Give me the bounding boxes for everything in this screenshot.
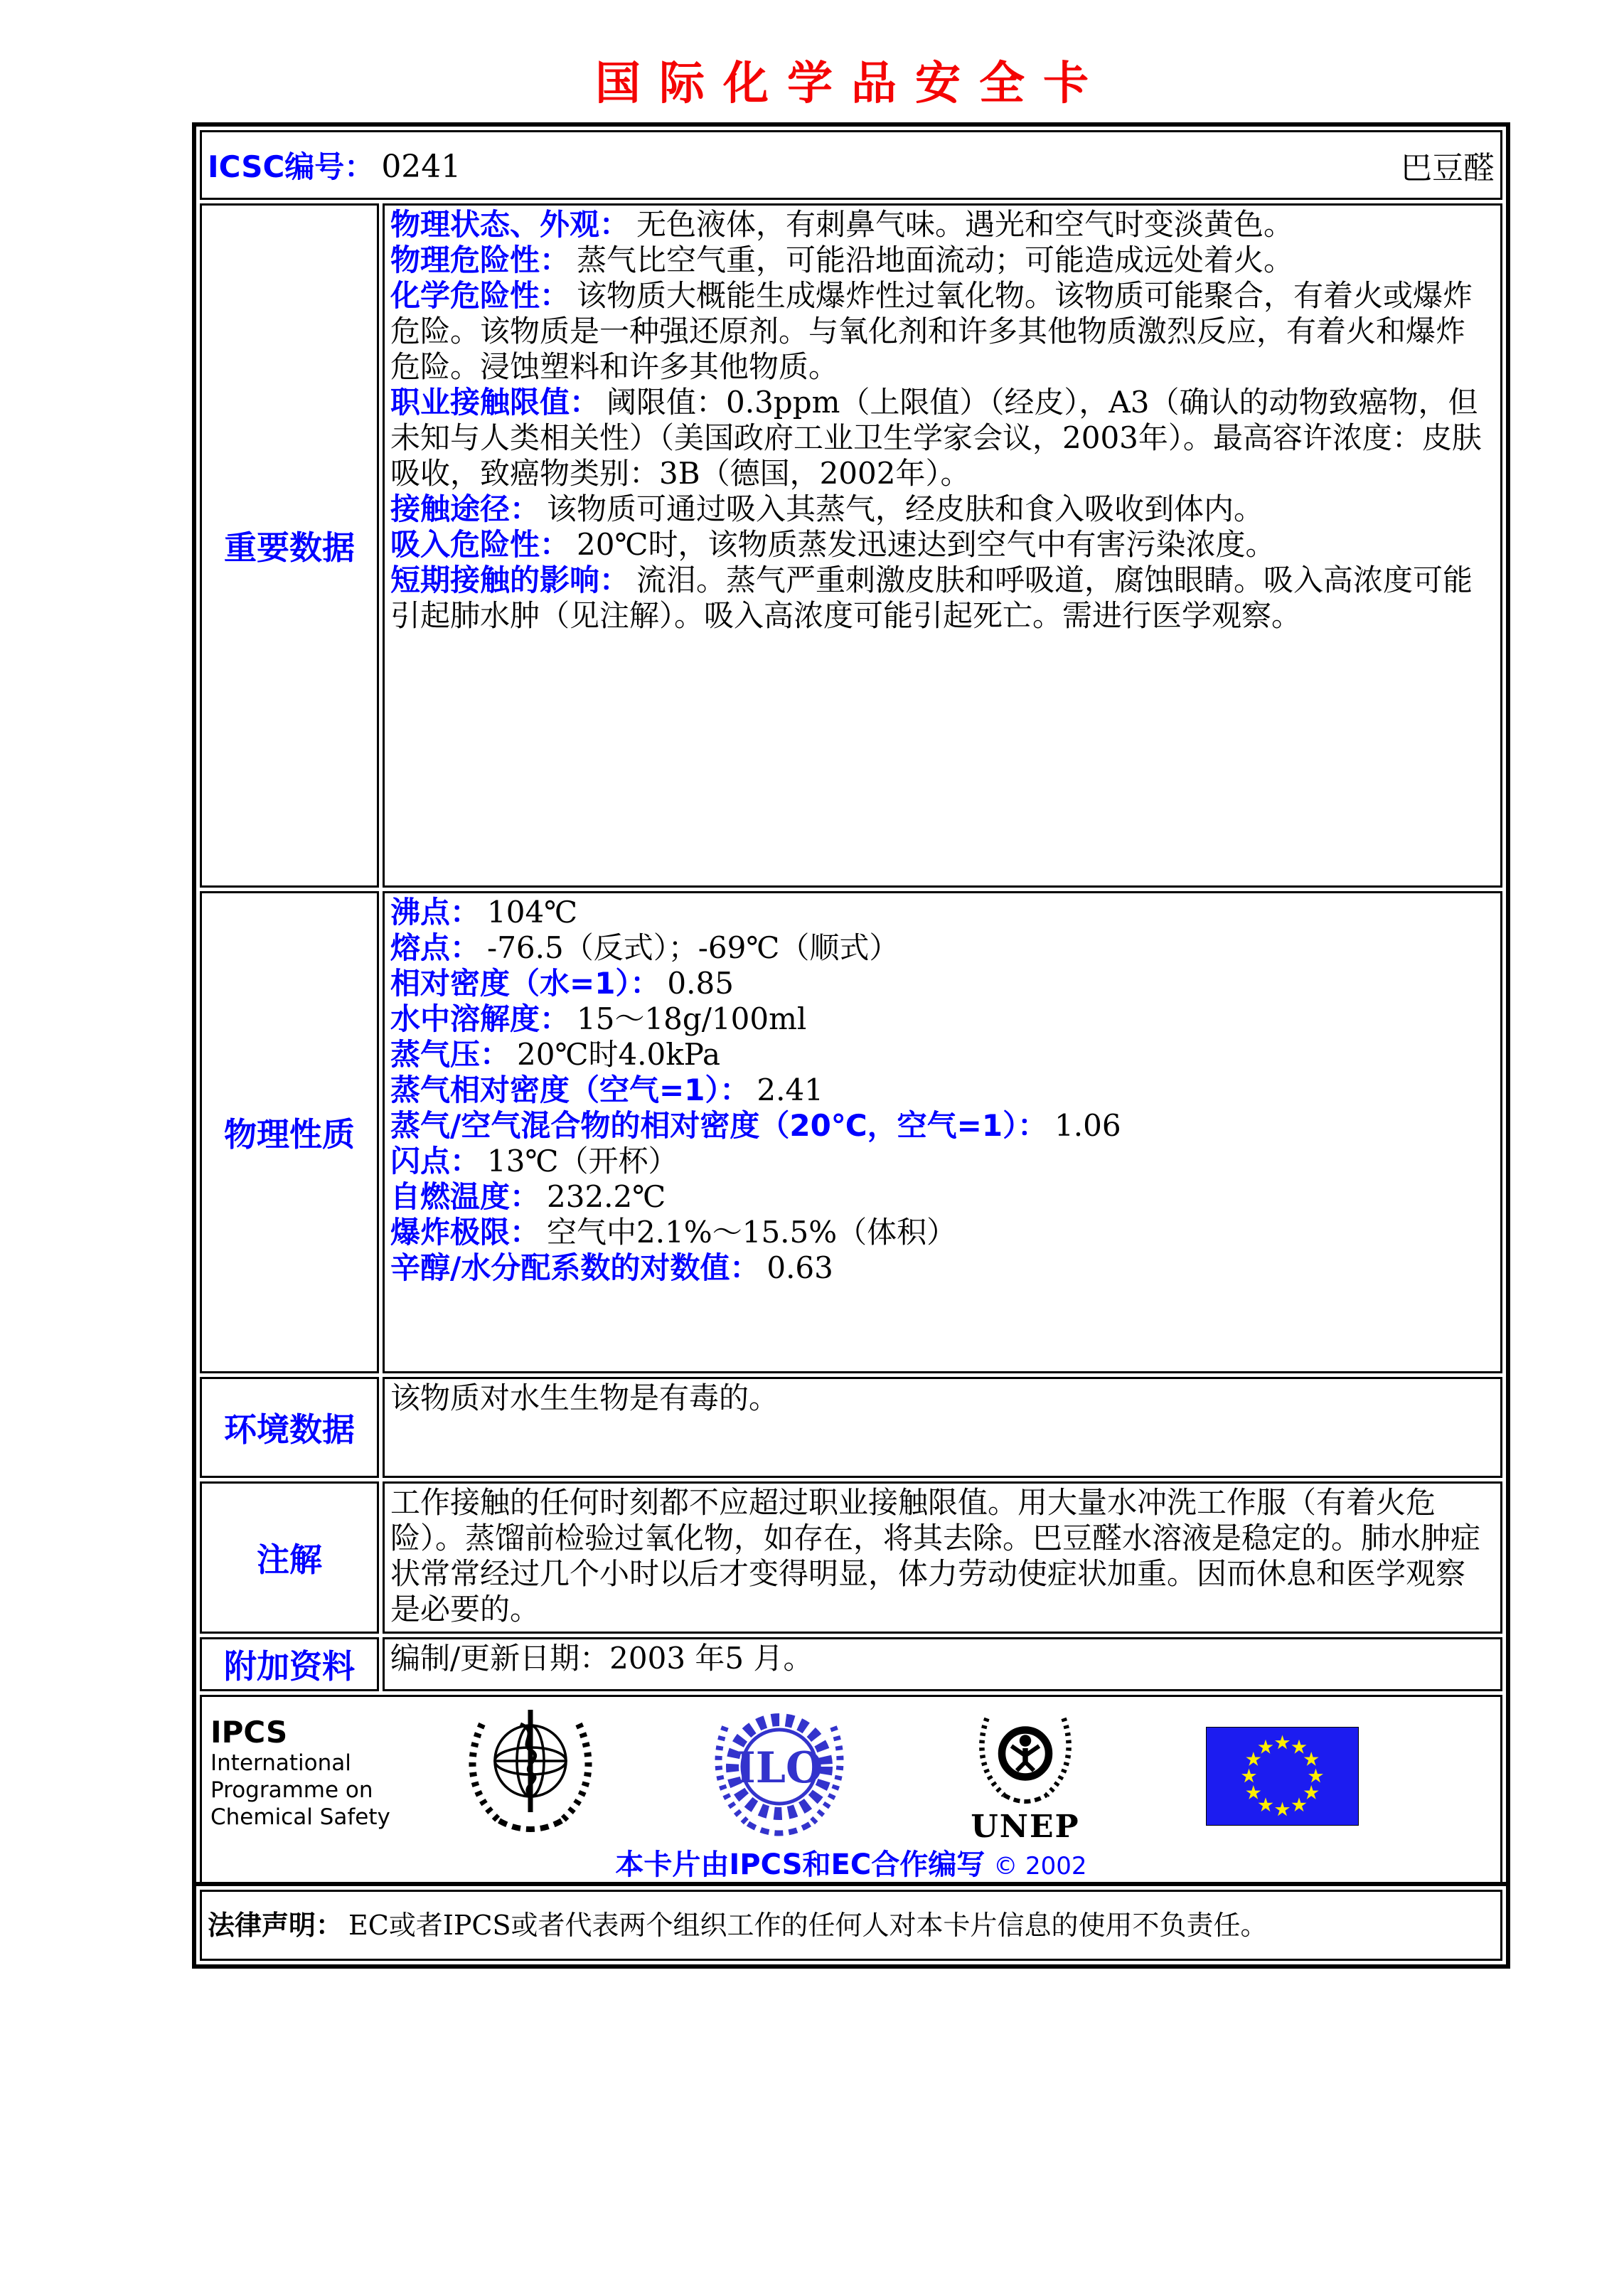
- item-text: 该物质可通过吸入其蒸气，经皮肤和食入吸收到体内。: [547, 491, 1264, 526]
- item-text: 0.85: [667, 966, 734, 1001]
- copyright-text: © 2002: [993, 1852, 1087, 1880]
- logos-cell: [200, 1695, 1502, 1888]
- credit-line: [202, 1842, 1500, 1883]
- notes-row-label: 注解: [200, 1481, 379, 1634]
- item-label: 职业接触限值：: [390, 385, 600, 420]
- unep-logo-block: [954, 1705, 1096, 1843]
- item-text: 232.2℃: [547, 1179, 666, 1214]
- icsc-number-group: [208, 144, 461, 186]
- ilo-logo-icon: [708, 1704, 850, 1846]
- environmental-data-row-label: 环境数据: [200, 1377, 379, 1478]
- physical-property-item: [390, 1250, 1495, 1286]
- header-cell: [200, 130, 1502, 200]
- who-logo-icon: [459, 1704, 602, 1846]
- physical-property-item: [390, 895, 1495, 930]
- item-text: 2.41: [757, 1073, 823, 1107]
- important-data-item: [390, 278, 1495, 385]
- important-data-item: [390, 385, 1495, 491]
- environmental-data-row: [200, 1377, 1502, 1478]
- unep-label: UNEP: [971, 1809, 1080, 1845]
- item-label: 短期接触的影响：: [390, 563, 630, 597]
- logos-row: [200, 1695, 1502, 1888]
- item-text: 流泪。蒸气严重刺激皮肤和呼吸道，腐蚀眼睛。吸入高浓度可能引起肺水肿（见注解）。吸入高浓度可能引起死亡。需进行医学观察。: [390, 563, 1473, 633]
- important-data-item: [390, 243, 1495, 278]
- important-data-item: [390, 491, 1495, 527]
- additional-info-content: [383, 1637, 1502, 1691]
- item-label: 物理状态、外观：: [390, 207, 630, 242]
- icsc-number-label: ICSC编号：: [208, 149, 375, 184]
- physical-property-item: [390, 966, 1495, 1001]
- physical-property-item: [390, 930, 1495, 966]
- header-row: [200, 130, 1502, 200]
- important-data-item: [390, 563, 1495, 634]
- ipcs-subtitle-line2: Programme on: [210, 1777, 373, 1803]
- item-text: 15～18g/100ml: [577, 1001, 807, 1036]
- physical-property-item: [390, 1179, 1495, 1215]
- physical-properties-content: [383, 891, 1502, 1373]
- notes-text: 工作接触的任何时刻都不应超过职业接触限值。用大量水冲洗工作服（有着火危险）。蒸馏前检验过氧化物，如存在，将其去除。巴豆醛水溶液是稳定的。肺水肿症状常常经过几个小时以后才变得明显，体力劳动使症状加重。因而休息和医学观察是必要的。: [390, 1485, 1481, 1627]
- eu-flag-icon: [1206, 1727, 1359, 1826]
- important-data-item: [390, 207, 1495, 243]
- important-data-row: [200, 203, 1502, 888]
- item-text: 蒸气比空气重，可能沿地面流动；可能造成远处着火。: [577, 243, 1294, 277]
- important-data-content: [383, 203, 1502, 888]
- environmental-data-text: 该物质对水生生物是有毒的。: [390, 1380, 779, 1415]
- item-label: 物理危险性：: [390, 243, 570, 277]
- ilo-letters: ILO: [735, 1743, 823, 1793]
- physical-properties-row: [200, 891, 1502, 1373]
- additional-info-row: [200, 1637, 1502, 1691]
- physical-property-item: [390, 1073, 1495, 1108]
- item-label: 沸点：: [390, 895, 481, 930]
- physical-property-item: [390, 1001, 1495, 1037]
- item-label: 蒸气压：: [390, 1037, 511, 1072]
- update-date-label: 编制/更新日期：: [390, 1641, 610, 1676]
- item-text: 1.06: [1054, 1108, 1121, 1143]
- page-title: 国际化学品安全卡: [595, 57, 1107, 110]
- ipcs-subtitle-line1: International: [210, 1750, 351, 1776]
- chemical-name: 巴豆醛: [1401, 150, 1495, 186]
- item-label: 熔点：: [390, 930, 481, 965]
- item-text: 空气中2.1%～15.5%（体积）: [547, 1215, 957, 1250]
- item-label: 吸入危险性：: [390, 527, 570, 562]
- item-text: 该物质大概能生成爆炸性过氧化物。该物质可能聚合，有着火或爆炸危险。该物质是一种强还原剂。与氧化剂和许多其他物质激烈反应，有着火和爆炸危险。浸蚀塑料和许多其他物质。: [390, 278, 1473, 384]
- ipcs-title: IPCS: [210, 1715, 288, 1750]
- unep-logo-icon: [972, 1705, 1079, 1812]
- update-date-value: 2003 年5 月。: [609, 1641, 813, 1676]
- item-label: 辛醇/水分配系数的对数值：: [390, 1250, 760, 1285]
- environmental-data-content: [383, 1377, 1502, 1478]
- physical-property-item: [390, 1108, 1495, 1144]
- important-data-item: [390, 527, 1495, 563]
- item-text: 13℃（开杯）: [487, 1144, 678, 1178]
- legal-notice-box: [192, 1882, 1510, 1969]
- item-label: 相对密度（水=1）：: [390, 966, 661, 1001]
- notes-content: [383, 1481, 1502, 1634]
- important-data-row-label: 重要数据: [200, 203, 379, 888]
- notes-row: [200, 1481, 1502, 1634]
- item-label: 闪点：: [390, 1144, 481, 1178]
- item-text: -76.5（反式）；-69℃（顺式）: [487, 930, 899, 965]
- physical-property-item: [390, 1144, 1495, 1179]
- additional-info-row-label: 附加资料: [200, 1637, 379, 1691]
- legal-notice-row: [200, 1890, 1502, 1961]
- legal-notice-text: EC或者IPCS或者代表两个组织工作的任何人对本卡片信息的使用不负责任。: [348, 1910, 1268, 1941]
- physical-property-item: [390, 1037, 1495, 1073]
- item-label: 蒸气相对密度（空气=1）：: [390, 1073, 750, 1107]
- item-label: 接触途径：: [390, 491, 540, 526]
- item-text: 104℃: [487, 895, 578, 930]
- physical-property-item: [390, 1215, 1495, 1250]
- item-text: 0.63: [766, 1250, 833, 1285]
- icsc-number-value: 0241: [381, 149, 461, 185]
- credit-text: 本卡片由IPCS和EC合作编写: [615, 1848, 985, 1881]
- legal-notice-label: 法律声明：: [208, 1910, 343, 1941]
- legal-notice-cell: [200, 1890, 1502, 1961]
- item-label: 爆炸极限：: [390, 1215, 540, 1250]
- item-text: 阈限值：0.3ppm（上限值）（经皮），A3（确认的动物致癌物，但未知与人类相关性）（美国政府工业卫生学家会议，2003年）。最高容许浓度：皮肤吸收，致癌物类别：3B（德国，2002年）。: [390, 385, 1482, 491]
- icsc-card-table: [192, 122, 1510, 1895]
- item-label: 自燃温度：: [390, 1179, 540, 1214]
- physical-properties-row-label: 物理性质: [200, 891, 379, 1373]
- item-label: 化学危险性：: [390, 278, 570, 313]
- ipcs-subtitle-line3: Chemical Safety: [210, 1804, 390, 1830]
- item-label: 蒸气/空气混合物的相对密度（20℃，空气=1）：: [390, 1108, 1048, 1143]
- item-text: 20℃时，该物质蒸发迅速达到空气中有害污染浓度。: [577, 527, 1276, 562]
- ipcs-logo-text: [210, 1715, 390, 1831]
- item-text: 20℃时4.0kPa: [517, 1037, 721, 1072]
- item-text: 无色液体，有刺鼻气味。遇光和空气时变淡黄色。: [636, 207, 1294, 242]
- item-label: 水中溶解度：: [390, 1001, 570, 1036]
